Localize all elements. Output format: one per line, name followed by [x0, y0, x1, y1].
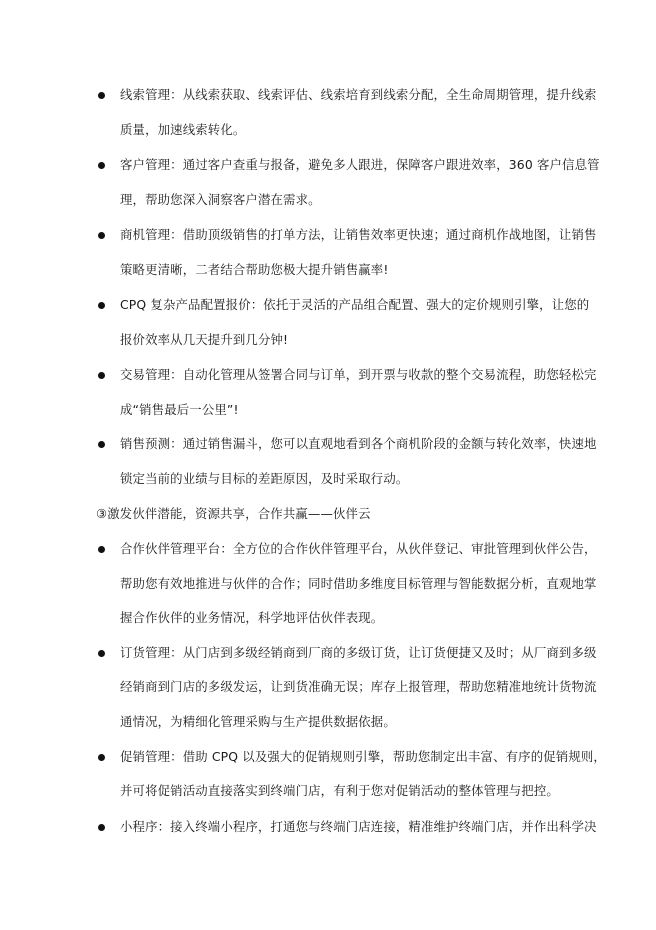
list-item-line: 并可将促销活动直接落实到终端门店，有利于您对促销活动的整体管理与把控。: [120, 783, 559, 798]
list-item-line: 交易管理：自动化管理从签署合同与订单，到开票与收款的整个交易流程，助您轻松完: [120, 367, 597, 382]
list-item-line: 报价效率从几天提升到几分钟!: [120, 332, 289, 347]
list-item-line: 促销管理：借助 CPQ 以及强大的促销规则引擎，帮助您制定出丰富、有序的促销规则，: [120, 749, 606, 764]
bullet-icon: [98, 162, 105, 169]
bullet-icon: [98, 92, 105, 99]
list-item-line: 经销商到门店的多级发运，让到货准确无误；库存上报管理，帮助您精准地统计货物流: [120, 679, 597, 694]
list-item-line: 质量，加速线索转化。: [120, 122, 246, 137]
list-item-line: 销售预测：通过销售漏斗，您可以直观地看到各个商机阶段的金额与转化效率，快速地: [120, 436, 597, 451]
list-item-line: 握合作伙伴的业务情况，科学地评估伙伴表现。: [120, 610, 384, 625]
list-item-line: 客户管理：通过客户查重与报备，避免多人跟进，保障客户跟进效率，360 客户信息管: [120, 157, 600, 172]
list-item-line: 合作伙伴管理平台：全方位的合作伙伴管理平台，从伙伴登记、审批管理到伙伴公告，: [120, 541, 597, 556]
list-item-line: 商机管理：借助顶级销售的打单方法，让销售效率更快速；通过商机作战地图，让销售: [120, 227, 597, 242]
list-item-line: 理，帮助您深入洞察客户潜在需求。: [120, 192, 321, 207]
bullet-icon: [98, 650, 105, 657]
bullet-icon: [98, 546, 105, 553]
list-item-line: 成“销售最后一公里”!: [120, 402, 239, 417]
bullet-icon: [98, 824, 105, 831]
bullet-icon: [98, 441, 105, 448]
list-item-line: 通情况，为精细化管理采购与生产提供数据依据。: [120, 714, 396, 729]
list-item-line: 小程序：接入终端小程序，打通您与终端门店连接，精准维护终端门店，并作出科学决: [120, 819, 597, 834]
section-heading: ③激发伙伴潜能，资源共享，合作共赢——伙伴云: [96, 506, 371, 521]
list-item-line: CPQ 复杂产品配置报价：依托于灵活的产品组合配置、强大的定价规则引擎，让您的: [120, 297, 590, 312]
bullet-icon: [98, 372, 105, 379]
bullet-icon: [98, 232, 105, 239]
list-item-line: 订货管理：从门店到多级经销商到厂商的多级订货，让订货便捷又及时；从厂商到多级: [120, 645, 597, 660]
list-item-line: 策略更清晰，二者结合帮助您极大提升销售赢率!: [120, 262, 389, 277]
list-item-line: 帮助您有效地推进与伙伴的合作；同时借助多维度目标管理与智能数据分析，直观地掌: [120, 576, 597, 591]
list-item-line: 线索管理：从线索获取、线索评估、线索培育到线索分配，全生命周期管理，提升线索: [120, 87, 597, 102]
list-item-line: 锁定当前的业绩与目标的差距原因，及时采取行动。: [120, 471, 409, 486]
bullet-icon: [98, 302, 105, 309]
bullet-icon: [98, 754, 105, 761]
